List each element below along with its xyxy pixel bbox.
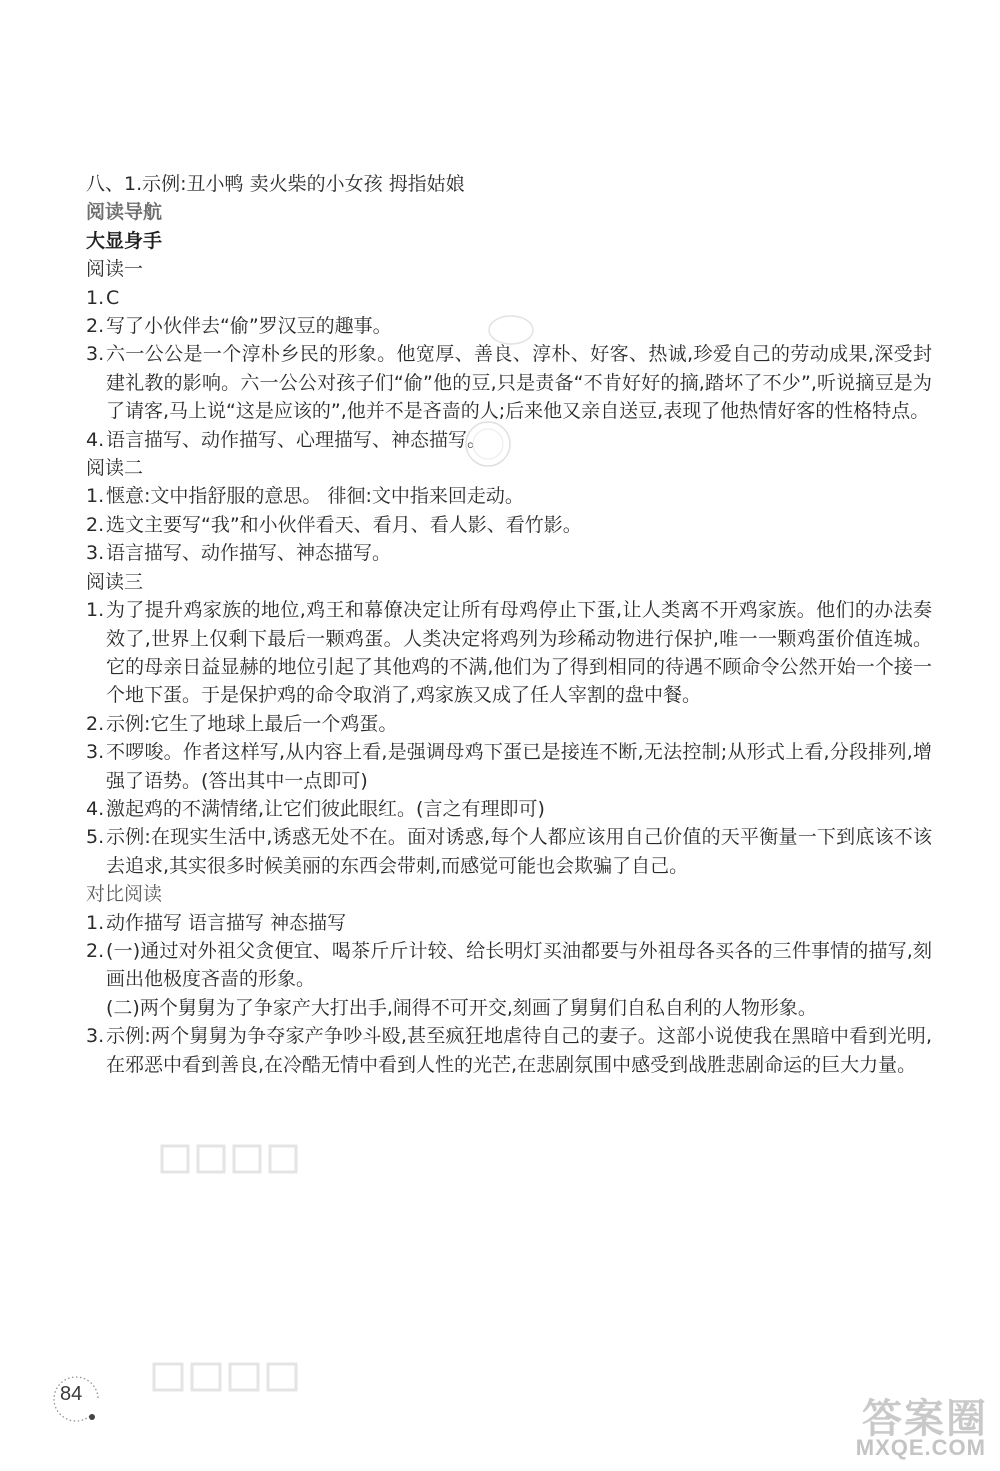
item-text: 为了提升鸡家族的地位,鸡王和幕僚决定让所有母鸡停止下蛋,让人类离不开鸡家族。他们的办法奏效了,世界上仅剩下最后一颗鸡蛋。人类决定将鸡列为珍稀动物进行保护,唯一一颗鸡蛋价值连城。它的母亲日益显赫的地位引起了其他鸡的不满,他们为了得到相同的待遇不顾命令公然开始一个接一个地下蛋。于是保护鸡的命令取消了,鸡家族又成了任人宰割的盘中餐。 xyxy=(106,599,932,707)
item-number: 1. xyxy=(86,911,105,934)
item-number: 4. xyxy=(86,797,105,820)
item-text: 选文主要写“我”和小伙伴看天、看月、看人影、看竹影。 xyxy=(106,513,582,536)
item-number: 3. xyxy=(86,343,105,366)
section-heading-reading-guide: 阅读导航 xyxy=(86,201,163,224)
item-text: 语言描写、动作描写、神态描写。 xyxy=(106,542,392,565)
answer-item xyxy=(86,710,932,738)
watermark xyxy=(788,1387,988,1461)
subheading-reading-two: 阅读二 xyxy=(86,457,144,480)
item-number: 1. xyxy=(86,485,105,508)
item-text: 激起鸡的不满情绪,让它们彼此眼红。(言之有理即可) xyxy=(106,797,545,820)
answer-item xyxy=(86,284,932,312)
answer-item xyxy=(86,511,932,539)
item-number: 3. xyxy=(86,1025,105,1048)
answer-item xyxy=(86,340,932,425)
answer-item xyxy=(86,539,932,567)
item-text: (一)通过对外祖父贪便宜、喝茶斤斤计较、给长明灯买油都要与外祖母各买各的三件事情的描写,刻画出他极度吝啬的形象。 xyxy=(106,939,932,991)
item-number: 1. xyxy=(86,286,105,309)
item-text: 示例:两个舅舅为争夺家产争吵斗殴,甚至疯狂地虐待自己的妻子。这部小说使我在黑暗中看到光明,在邪恶中看到善良,在冷酷无情中看到人性的光芒,在悲剧氛围中感受到战胜悲剧命运的巨大力量。 xyxy=(106,1025,932,1076)
answer-item xyxy=(86,482,932,510)
section-heading-show-skills: 大显身手 xyxy=(86,229,163,252)
item-number: 2. xyxy=(86,513,105,536)
item-text: 六一公公是一个淳朴乡民的形象。他宽厚、善良、淳朴、好客、热诚,珍爱自己的劳动成果,深受封建礼教的影响。六一公公对孩子们“偷”他的豆,只是责备“不肯好好的摘,踏坏了不少”,听说摘豆是为了请客,马上说“这是应该的”,他并不是吝啬的人;后来他又亲自送豆,表现了他热情好客的性格特点。 xyxy=(106,343,932,423)
answer-item-continuation: (二)两个舅舅为了争家产大打出手,闹得不可开交,刻画了舅舅们自私自利的人物形象。 xyxy=(106,996,817,1019)
answer-item xyxy=(86,795,932,823)
answer-item xyxy=(86,596,932,710)
item-number: 5. xyxy=(86,826,105,849)
watermark-logo: 答案圈 xyxy=(862,1396,988,1442)
item-text: 不啰唆。作者这样写,从内容上看,是强调母鸡下蛋已是接连不断,无法控制;从形式上看,分段排列,增强了语势。(答出其中一点即可) xyxy=(106,741,932,792)
answer-content xyxy=(86,170,932,1079)
item-text: 写了小伙伴去“偷”罗汉豆的趣事。 xyxy=(106,315,392,338)
item-text: 惬意:文中指舒服的意思。 徘徊:文中指来回走动。 xyxy=(106,485,524,508)
faded-stamp-mark xyxy=(158,1138,308,1178)
subheading-reading-one: 阅读一 xyxy=(86,258,144,281)
answer-line-eight: 八、1.示例:丑小鸭 卖火柴的小女孩 拇指姑娘 xyxy=(86,173,465,195)
answer-item xyxy=(86,738,932,795)
item-number: 2. xyxy=(86,712,105,735)
item-text: 语言描写、动作描写、心理描写、神态描写。 xyxy=(106,428,487,451)
item-number: 2. xyxy=(86,315,105,338)
item-number: 4. xyxy=(86,428,105,451)
item-number: 1. xyxy=(86,599,105,622)
subheading-reading-three: 阅读三 xyxy=(86,570,144,593)
page-number-block xyxy=(52,1370,104,1422)
item-text: 示例:它生了地球上最后一个鸡蛋。 xyxy=(106,712,398,735)
subheading-comparative-reading: 对比阅读 xyxy=(86,883,163,906)
item-number: 3. xyxy=(86,741,105,764)
page-dot-icon xyxy=(89,1414,95,1420)
item-text: C xyxy=(106,286,120,309)
answer-item xyxy=(86,823,932,880)
faint-stamp-icon xyxy=(486,312,536,348)
page-number: 84 xyxy=(60,1383,83,1405)
item-text: 示例:在现实生活中,诱惑无处不在。面对诱惑,每个人都应该用自己价值的天平衡量一下到底该不该去追求,其实很多时候美丽的东西会带刺,而感觉可能也会欺骗了自己。 xyxy=(106,826,932,877)
watermark-url: MXQE.COM xyxy=(855,1435,986,1460)
faded-stamp-mark xyxy=(150,1356,310,1396)
answer-item xyxy=(86,1022,932,1079)
answer-item xyxy=(86,909,932,937)
faint-stamp-icon xyxy=(462,418,514,470)
item-number: 3. xyxy=(86,542,105,565)
item-text: 动作描写 语言描写 神态描写 xyxy=(106,911,347,934)
answer-item xyxy=(86,937,932,994)
item-number: 2. xyxy=(86,939,105,962)
